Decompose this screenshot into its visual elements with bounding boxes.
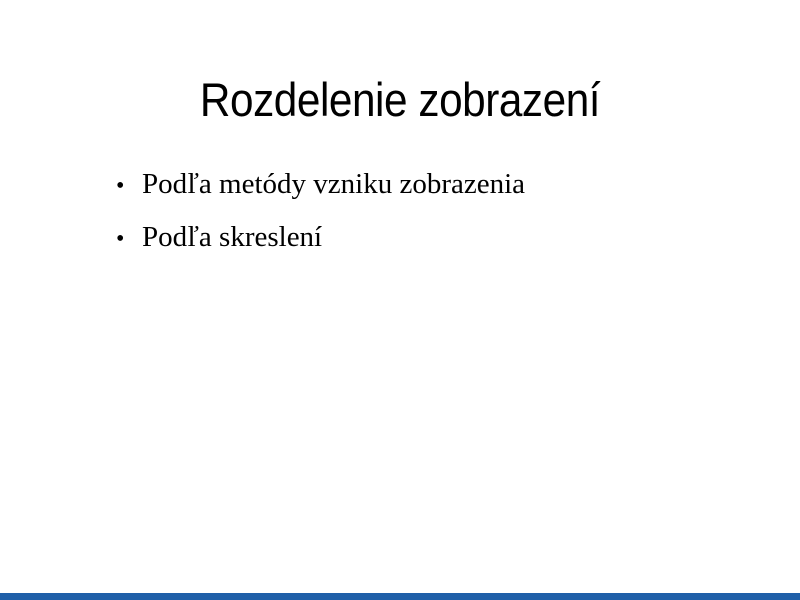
bullet-text: Podľa metódy vzniku zobrazenia — [142, 168, 526, 200]
bullet-item — [116, 221, 525, 274]
bullet-marker: • — [116, 226, 125, 252]
bottom-accent-bar — [0, 593, 800, 600]
bullet-marker: • — [116, 173, 125, 199]
bullet-text: Podľa skreslení — [142, 221, 323, 253]
slide-title: Rozdelenie zobrazení — [199, 73, 601, 126]
bullet-list — [116, 168, 525, 274]
bullet-item — [116, 168, 525, 221]
